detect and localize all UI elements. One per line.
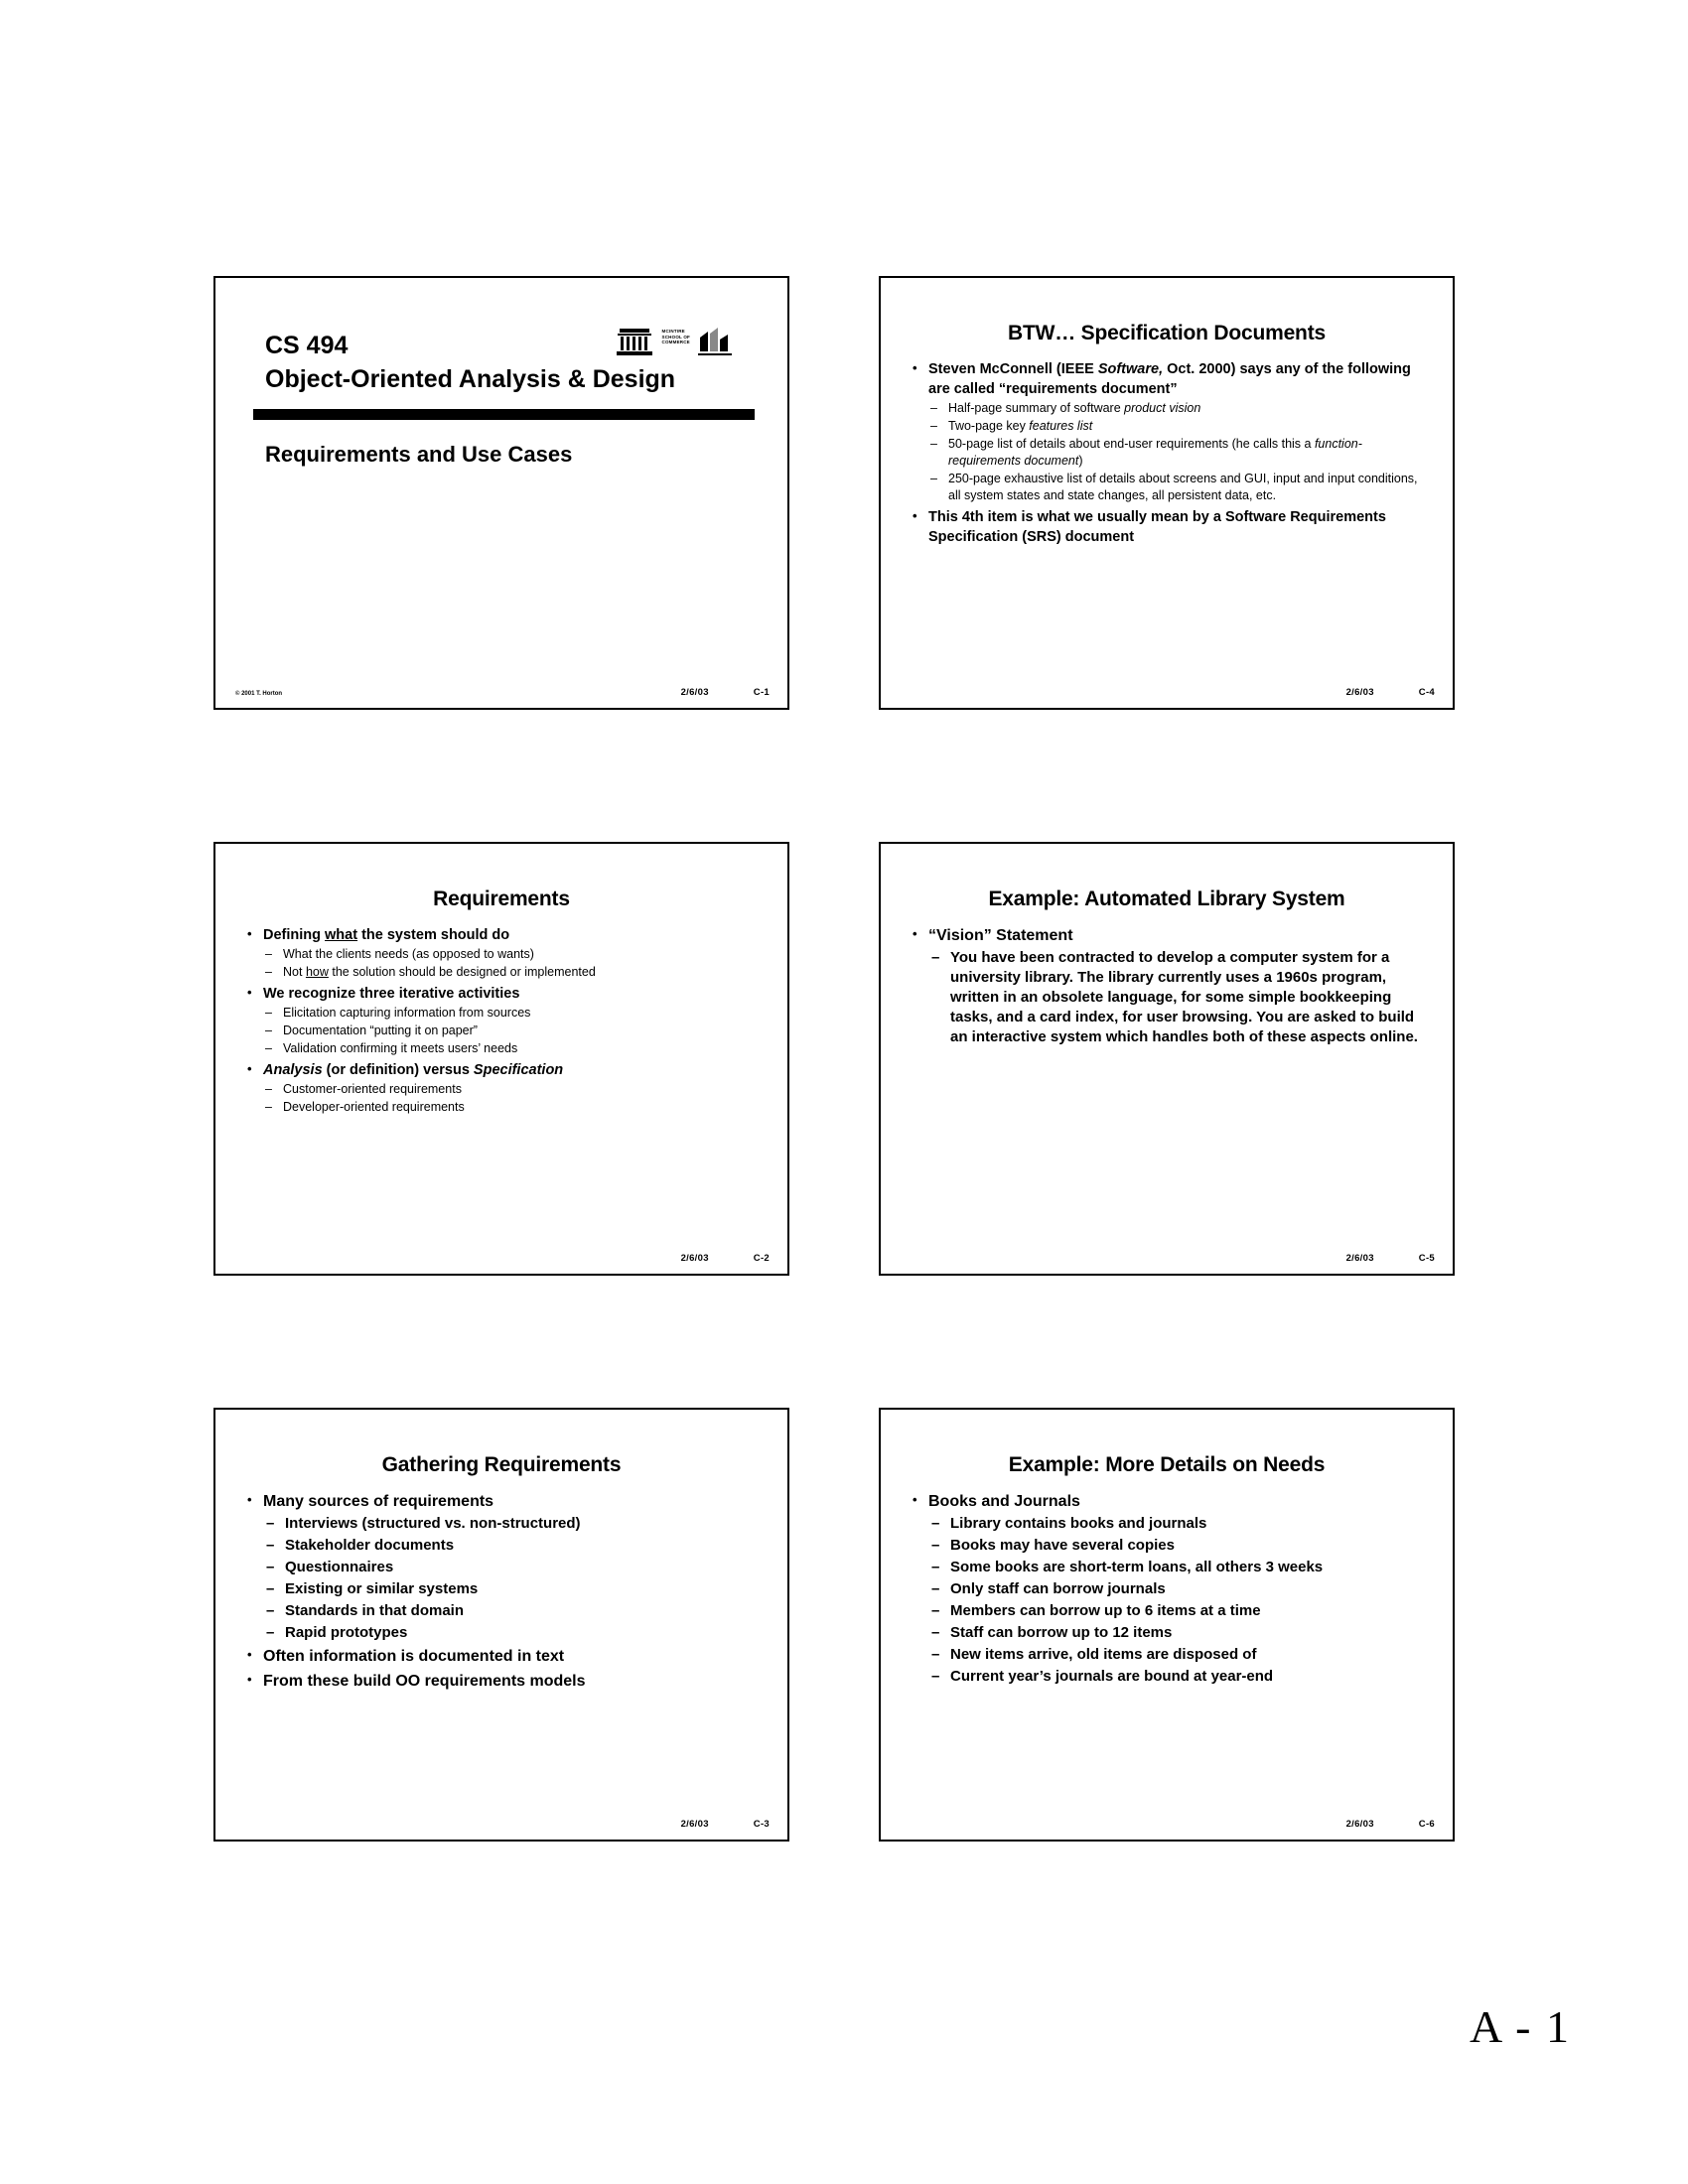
page-number: A - 1 [1470, 2001, 1571, 2052]
slide-number: C-1 [753, 687, 770, 698]
bullet-text: • Books and Journals [928, 1493, 1080, 1510]
sub-bullet-list [263, 1081, 762, 1116]
slide-row [213, 842, 1455, 1276]
sub-bullet-item: – Elicitation capturing information from sources [263, 1005, 762, 1022]
sub-bullet-item: – Library contains books and journals [928, 1514, 1427, 1534]
slide-footer [1346, 1819, 1435, 1830]
bullet-text: • “Vision” Statement [928, 927, 1073, 944]
logo-wordmark: MCINTIRE SCHOOL OF COMMERCE [661, 329, 690, 345]
sub-bullet-item: – New items arrive, old items are disposed of [928, 1645, 1427, 1665]
slide-date: 2/6/03 [1345, 687, 1374, 698]
sub-bullet-item: – Staff can borrow up to 12 items [928, 1623, 1427, 1643]
sub-bullet-item: – Questionnaires [263, 1558, 762, 1577]
slide-c4 [879, 276, 1455, 710]
sub-bullet-item: – Interviews (structured vs. non-structured) [263, 1514, 762, 1534]
bullet-item [907, 925, 1427, 1047]
slide-footer [681, 1819, 770, 1830]
slide-date: 2/6/03 [680, 1253, 709, 1264]
title-rule [253, 409, 755, 420]
slide-footer [681, 687, 770, 698]
sub-bullet-list [928, 948, 1427, 1047]
bullet-text: • Analysis (or definition) versus Specification [263, 1062, 563, 1078]
slide-number: C-5 [1418, 1253, 1435, 1264]
bullet-item [241, 925, 762, 981]
slide-title: Example: More Details on Needs [1008, 1453, 1326, 1476]
sub-bullet-item: – Only staff can borrow journals [928, 1579, 1427, 1599]
slide-footer [681, 1253, 770, 1264]
slide-title: Requirements [433, 887, 570, 910]
bullet-list [241, 925, 762, 1116]
sub-bullet-list [928, 400, 1427, 504]
sub-bullet-item: – Current year’s journals are bound at year-end [928, 1667, 1427, 1687]
slide-date: 2/6/03 [680, 687, 709, 698]
slide-number: C-2 [753, 1253, 770, 1264]
bullet-text: • We recognize three iterative activities [263, 986, 519, 1002]
slide-c3 [213, 1408, 789, 1842]
slide-grid [213, 276, 1455, 1974]
bullet-text: • This 4th item is what we usually mean by a Software Requirements Specification (SRS) document [928, 509, 1386, 545]
slide-footer [1346, 1253, 1435, 1264]
building-icon [615, 326, 654, 359]
sub-bullet-list [263, 1514, 762, 1643]
sub-bullet-item: – Validation confirming it meets users’ needs [263, 1040, 762, 1057]
sub-bullet-item: – You have been contracted to develop a computer system for a university library. The library currently uses a 1960s program, written in an obsolete language, for some simple bookkeeping tasks, and a card index, for user browsing. You are asked to build an interactive system which handles both of these aspects online. [928, 948, 1427, 1047]
sub-bullet-item: – Rapid prototypes [263, 1623, 762, 1643]
topic-title: Requirements and Use Cases [265, 441, 573, 467]
sub-bullet-item: – Documentation “putting it on paper” [263, 1023, 762, 1039]
slide-c6 [879, 1408, 1455, 1842]
bullet-text: • Often information is documented in text [263, 1648, 564, 1665]
logo-group [615, 326, 732, 359]
bullet-text: • Many sources of requirements [263, 1493, 493, 1510]
sub-bullet-list [263, 1005, 762, 1057]
sub-bullet-list [928, 1514, 1427, 1687]
course-title: CS 494 Object-Oriented Analysis & Design [265, 332, 676, 393]
bullet-list [907, 1491, 1427, 1687]
bullet-text: • From these build OO requirements models [263, 1673, 586, 1690]
copyright-notice: © 2001 T. Horton [235, 691, 283, 697]
slide-title: Gathering Requirements [381, 1453, 622, 1476]
bullet-text: • Steven McConnell (IEEE Software, Oct. 2000) says any of the following are called “requirements document” [928, 361, 1411, 397]
slide-footer [1346, 687, 1435, 698]
bullet-item [907, 507, 1427, 547]
sub-bullet-item: – Customer-oriented requirements [263, 1081, 762, 1098]
sub-bullet-item: – Not how the solution should be designed or implemented [263, 964, 762, 981]
sub-bullet-list [263, 946, 762, 981]
slide-date: 2/6/03 [1345, 1253, 1374, 1264]
slide-row [213, 276, 1455, 710]
sub-bullet-item: – 50-page list of details about end-user requirements (he calls this a function-requirements document) [928, 436, 1427, 470]
sub-bullet-item: – Standards in that domain [263, 1601, 762, 1621]
bullet-item [241, 1671, 762, 1693]
bullet-text: • Defining what the system should do [263, 927, 509, 943]
slide-c5 [879, 842, 1455, 1276]
sub-bullet-item: – Books may have several copies [928, 1536, 1427, 1556]
sub-bullet-item: – Some books are short-term loans, all others 3 weeks [928, 1558, 1427, 1577]
sub-bullet-item: – Stakeholder documents [263, 1536, 762, 1556]
bullet-list [907, 925, 1427, 1047]
slide-row [213, 1408, 1455, 1842]
slide-c2 [213, 842, 789, 1276]
bullet-item [907, 359, 1427, 504]
slide-title: BTW… Specification Documents [1008, 322, 1326, 344]
sub-bullet-item: – Half-page summary of software product vision [928, 400, 1427, 417]
slide-title: Example: Automated Library System [988, 887, 1345, 910]
slide-number: C-3 [753, 1819, 770, 1830]
sub-bullet-item: – 250-page exhaustive list of details about screens and GUI, input and input conditions, all system states and state changes, all persistent data, etc. [928, 471, 1427, 504]
sub-bullet-item: – Developer-oriented requirements [263, 1099, 762, 1116]
bullet-item [241, 1060, 762, 1116]
slide-c1 [213, 276, 789, 710]
sub-bullet-item: – Two-page key features list [928, 418, 1427, 435]
bullet-list [907, 359, 1427, 547]
bullet-item [241, 984, 762, 1057]
bullet-list [241, 1491, 762, 1693]
mcintire-logo-icon [698, 326, 732, 357]
bullet-item [241, 1646, 762, 1668]
sub-bullet-item: – Existing or similar systems [263, 1579, 762, 1599]
bullet-item [907, 1491, 1427, 1687]
slide-date: 2/6/03 [680, 1819, 709, 1830]
slide-date: 2/6/03 [1345, 1819, 1374, 1830]
slide-number: C-4 [1418, 687, 1435, 698]
sub-bullet-item: – What the clients needs (as opposed to wants) [263, 946, 762, 963]
slide-number: C-6 [1418, 1819, 1435, 1830]
bullet-item [241, 1491, 762, 1643]
sub-bullet-item: – Members can borrow up to 6 items at a time [928, 1601, 1427, 1621]
